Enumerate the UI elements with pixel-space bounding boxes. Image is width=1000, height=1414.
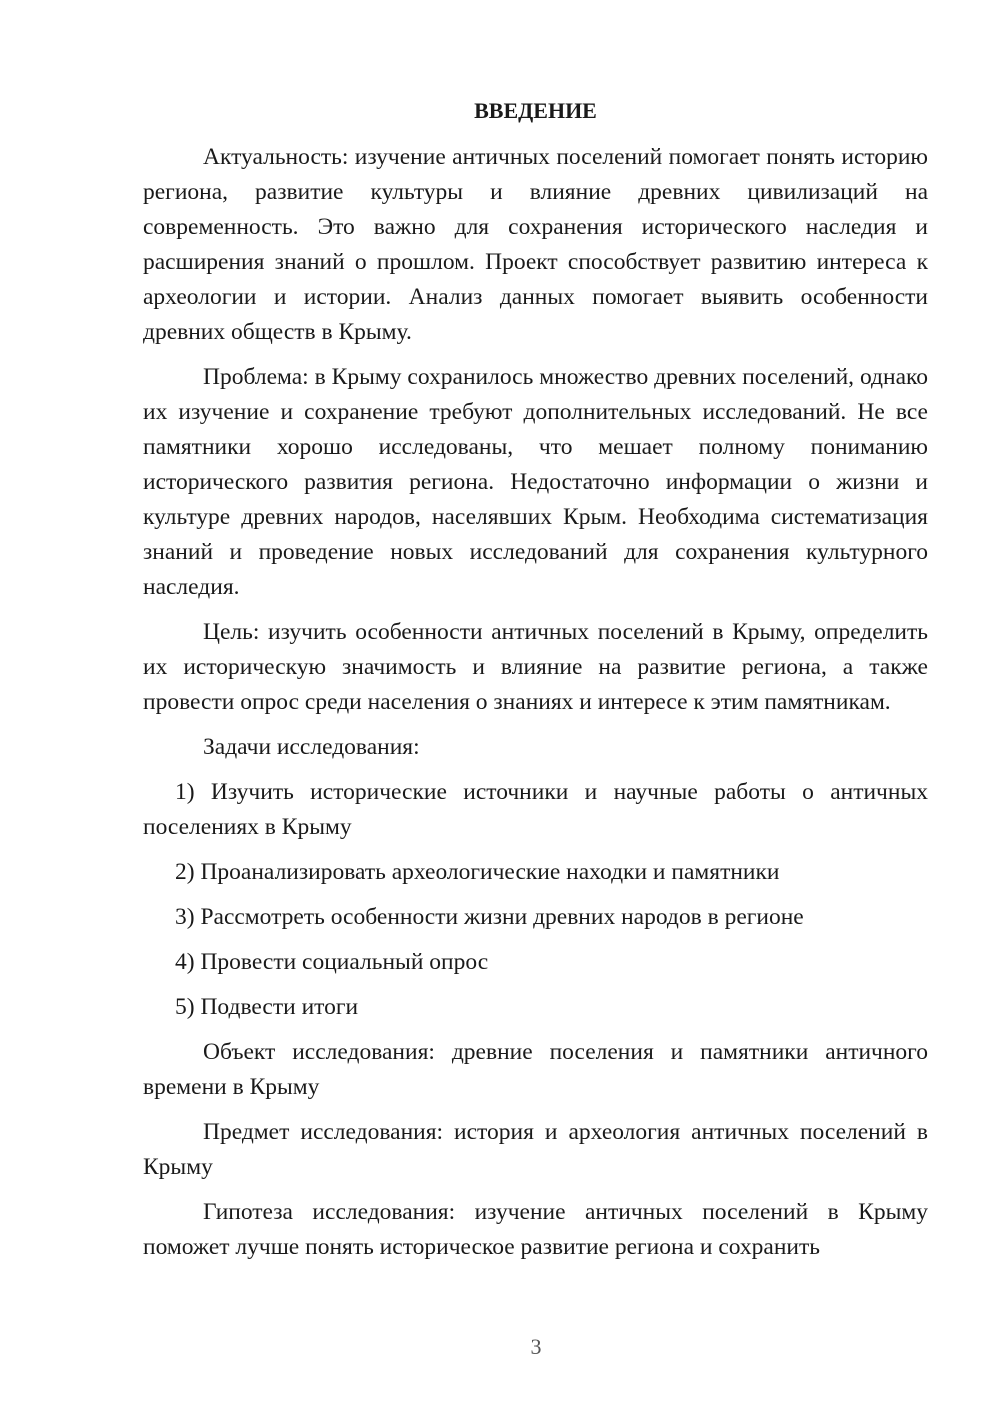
task-item: 3) Рассмотреть особенности жизни древних народов в регионе [175,904,804,930]
page-number: 3 [530,1334,542,1359]
tasks-title: Задачи исследования: [203,734,420,760]
task-item: 1) Изучить исторические источники и научные работы о античных поселениях в Крыму [143,779,928,840]
paragraph-goal: Цель: изучить особенности античных поселений в Крыму, определить их историческую значимость и влияние на развитие региона, а также провести опрос среди населения о знаниях и интересе к этим памятникам. [143,619,928,715]
page-content [143,94,928,1275]
paragraph-hypothesis: Гипотеза исследования: изучение античных поселений в Крыму поможет лучше понять историческое развитие региона и сохранить [143,1199,928,1260]
paragraph-object: Объект исследования: древние поселения и памятники античного времени в Крыму [143,1039,928,1100]
paragraph-subject: Предмет исследования: история и археология античных поселений в Крыму [143,1119,928,1180]
paragraph-relevance: Актуальность: изучение античных поселений помогает понять историю региона, развитие культуры и влияние древних цивилизаций на современность. Это важно для сохранения исторического наследия и расширения знаний о прошлом. Проект способствует развитию интереса к археологии и истории. Анализ данных помогает выявить особенности древних обществ в Крыму. [143,144,928,345]
section-heading: ВВЕДЕНИЕ [474,98,597,123]
task-item: 5) Подвести итоги [175,994,359,1020]
paragraph-problem: Проблема: в Крыму сохранилось множество древних поселений, однако их изучение и сохранение требуют дополнительных исследований. Не все памятники хорошо исследованы, что мешает полному пониманию исторического развития региона. Недостаточно информации о жизни и культуре древних народов, населявших Крым. Необходима систематизация знаний и проведение новых исследований для сохранения культурного наследия. [143,364,928,600]
task-item: 4) Провести социальный опрос [175,949,489,975]
task-item: 2) Проанализировать археологические находки и памятники [175,859,780,885]
